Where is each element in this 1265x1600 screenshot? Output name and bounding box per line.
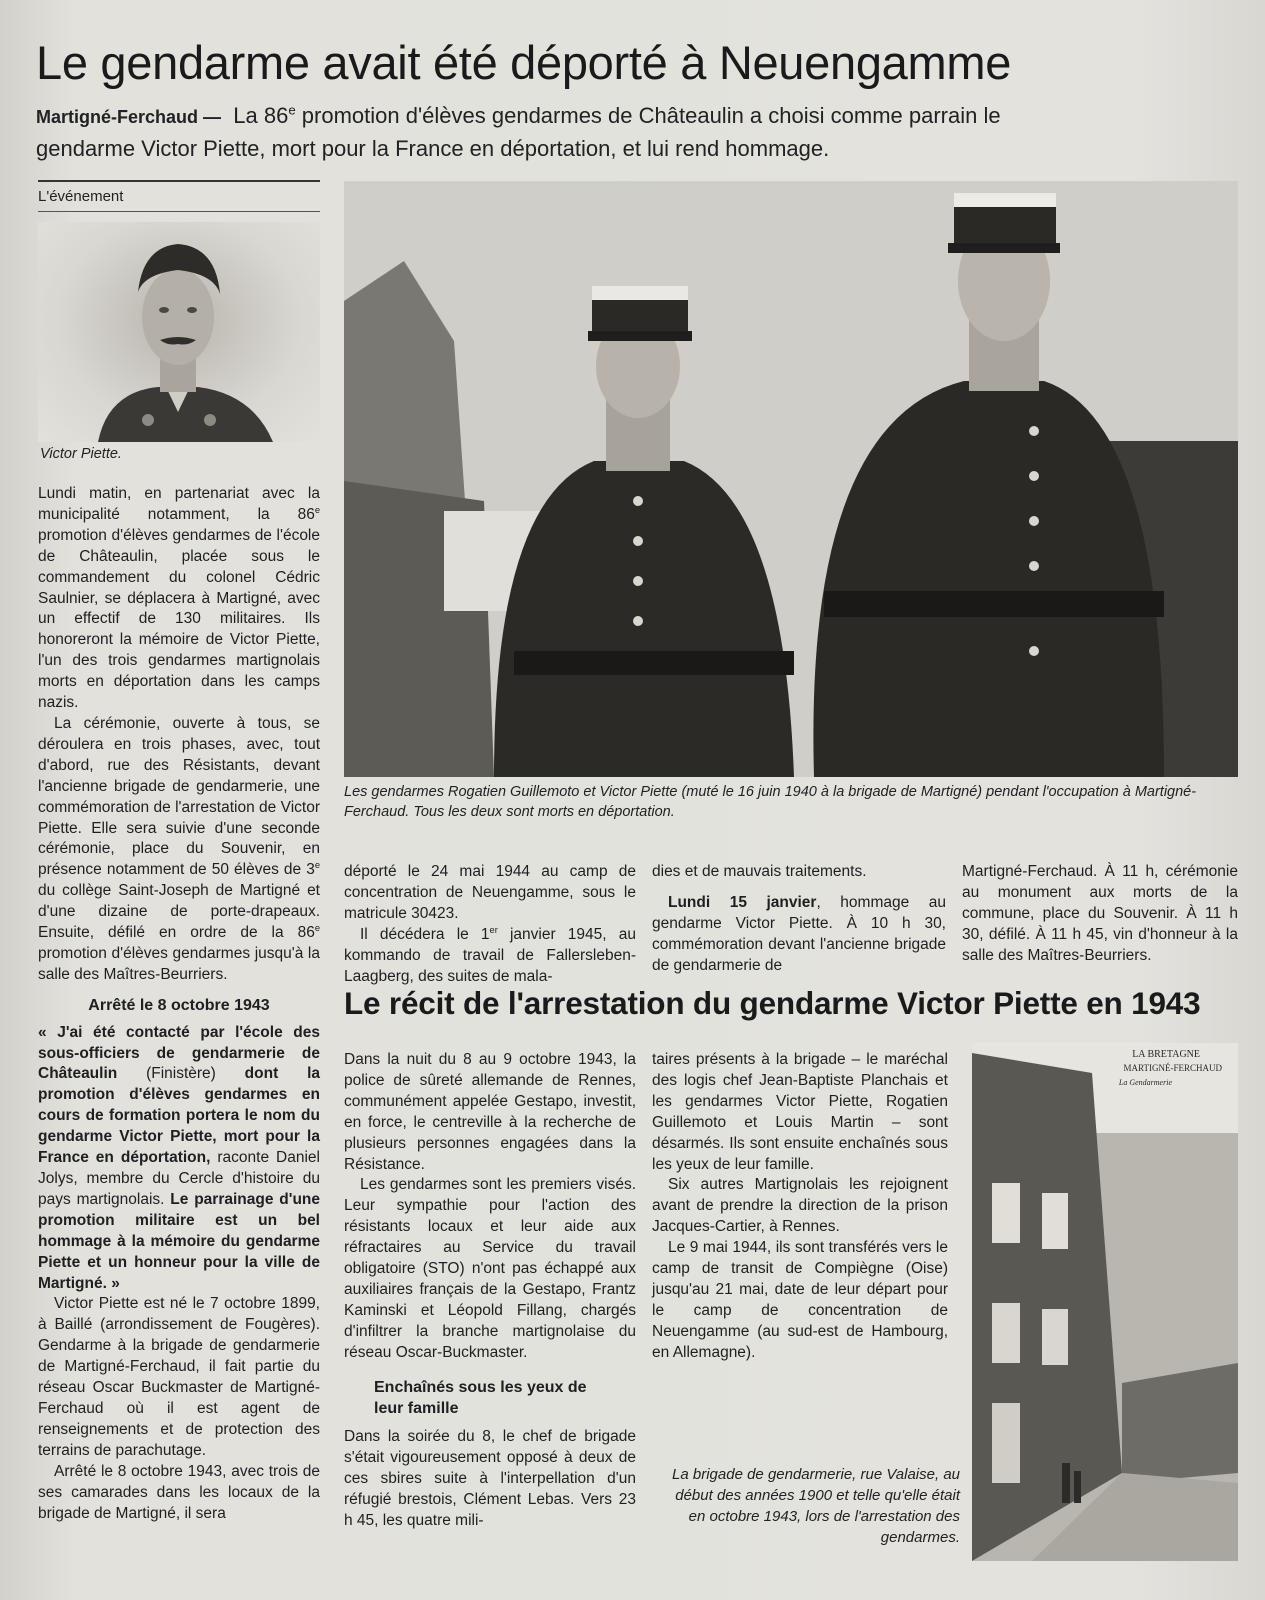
quote-plain-a: (Finistère) <box>117 1065 245 1083</box>
story-b-p2: Six autres Martignolais les rejoignent avant de prendre la direction de la prison Jacques-Cartier, à Rennes. <box>652 1176 948 1236</box>
event-p2-text-c: promotion d'élèves gendarmes jusqu'à la salle des Maîtres-Beurriers. <box>38 944 320 983</box>
cont-c1-p2 <box>344 925 636 988</box>
quote-bold-b: dont la promotion d'élèves gendarmes en cours de formation portera le nom du gendarme Victor Piette, mort pour la France en déportation, <box>38 1065 320 1167</box>
postcard-photo <box>972 1043 1238 1561</box>
continuation-column-1 <box>344 862 636 987</box>
main-photo <box>344 181 1238 777</box>
rubric-rule-bottom <box>38 211 320 212</box>
event-p2-sup-2: e <box>314 922 320 933</box>
continuation-column-2 <box>652 862 946 977</box>
story-column-1 <box>344 1050 636 1532</box>
story-column-2 <box>652 1050 948 1364</box>
postcard-line-3: La Gendarmerie <box>1118 1078 1172 1087</box>
headline: Le gendarme avait été déporté à Neuengamme <box>36 36 1012 89</box>
event-column <box>38 484 320 1524</box>
cont-c2-p1: dies et de mauvais traitements. <box>652 863 867 880</box>
cont-c1-p2-sup: er <box>489 924 498 935</box>
cont-c1-p2-text: Il décédera le 1 <box>360 925 490 943</box>
cont-c3-p1: Martigné-Ferchaud. À 11 h, cérémonie au monument aux morts de la commune, place du Souvenir. À 11 h 30, défilé. À 11 h 45, vin d'honneur à la salle des Maîtres-Beurriers. <box>962 863 1238 964</box>
portrait-caption: Victor Piette. <box>40 446 122 462</box>
lead-location: Martigné-Ferchaud — <box>36 107 222 127</box>
event-p2-text-b: du collège Saint-Joseph de Martigné et d'une dizaine de porte-drapeaux. Ensuite, défilé en ordre de la 86 <box>38 882 320 942</box>
cont-c2-text: , hommage au gendarme Victor Piette. À 10 h 30, commémoration devant l'ancienne brigade de gendarmerie de <box>652 893 946 974</box>
cont-c2-date: Lundi 15 janvier <box>668 893 817 911</box>
continuation-column-3 <box>962 862 1238 967</box>
street-photo-caption: La brigade de gendarmerie, rue Valaise, au début des années 1900 et telle qu'elle était en octobre 1943, lors de l'arrestation des gendarmes. <box>672 1466 960 1546</box>
main-photo-caption: Les gendarmes Rogatien Guillemoto et Victor Piette (muté le 16 juin 1940 à la brigade de Martigné) pendant l'occupation à Martigné-Ferchaud. Tous les deux sont morts en déportation. <box>344 784 1197 820</box>
event-p1-text-rest: promotion d'élèves gendarmes de l'école de Châteaulin, placée sous le commandement du colonel Cédric Saulnier, se déplacera à Martigné, avec un effectif de 130 militaires. Ils honoreront la mémoire de Victor Piette, l'un des trois gendarmes martignolais morts en déportation dans les camps nazis. <box>38 526 320 712</box>
portrait-illustration <box>38 222 320 442</box>
arrest-paragraph-3: Arrêté le 8 octobre 1943, avec trois de ses camarades dans les locaux de la brigade de Martigné, il sera <box>38 1462 320 1522</box>
story-a-p1: Dans la nuit du 8 au 9 octobre 1943, la police de sûreté allemande de Rennes, communément appelée Gestapo, investit, en force, le centreville à la recherche de plusieurs personnes engagées dans la Résistance. <box>344 1051 636 1173</box>
cont-c2-p2 <box>652 893 946 977</box>
story-a-p3: Dans la soirée du 8, le chef de brigade s'était vigoureusement opposé à deux de ces sbires suite à l'interpellation d'un réfugié brestois, Clément Lebas. Vers 23 h 45, les quatre mili- <box>344 1428 636 1530</box>
lead-paragraph <box>36 100 1066 164</box>
story-subhead: Enchaînés sous les yeux de leur famille <box>374 1378 587 1417</box>
postcard-illustration <box>972 1043 1238 1561</box>
event-p1-text: Lundi matin, en partenariat avec la municipalité notamment, la 86 <box>38 485 320 523</box>
event-p2-text: La cérémonie, ouverte à tous, se déroulera en trois phases, avec, tout d'abord, rue des Résistants, devant l'ancienne brigade de gendarmerie, une commémoration de l'arrestation de Victor Piette. Elle sera suivie d'une seconde cérémonie, place du Souvenir, en présence notamment de 50 élèves de 3 <box>38 714 320 879</box>
quote-bold-c: Le parrainage d'une promotion militaire est un bel hommage à la mémoire du gendarme Piette et un honneur pour la ville de Martigné. » <box>38 1190 320 1292</box>
postcard-line-1: LA BRETAGNE <box>1132 1049 1200 1060</box>
event-paragraph-2 <box>38 714 320 986</box>
event-p1-sup: e <box>314 504 320 515</box>
event-paragraph-1 <box>38 484 320 714</box>
rubric-rule <box>38 180 320 182</box>
portrait-photo <box>38 222 320 442</box>
cont-c1-p2-text-rest: janvier 1945, au kommando de travail de Fallersleben-Laagberg, des suites de mala- <box>344 925 636 985</box>
story-a-p2: Les gendarmes sont les premiers visés. Leur sympathie pour l'action des résistants locaux et leur aide aux réfractaires au Service du travail obligatoire (STO) n'ont pas échappé aux auxiliaires français de la Gestapo, Frantz Kaminski et Léopold Fillang, chargés d'infiltrer la branche martignolaise du réseau Oscar-Buckmaster. <box>344 1176 636 1361</box>
postcard-line-2: MARTIGNÉ-FERCHAUD <box>1123 1063 1222 1073</box>
arrest-quote-paragraph <box>38 1023 320 1295</box>
story-b-p3: Le 9 mai 1944, ils sont transférés vers le camp de transit de Compiègne (Oise) jusqu'au 21 mai, date de leur départ pour le camp de concentration de Neuengamme (au sud-est de Hambourg, en Allemagne). <box>652 1239 948 1361</box>
lead-sup: e <box>288 102 296 118</box>
main-photo-illustration <box>344 181 1238 777</box>
lead-text: La 86 <box>233 103 289 128</box>
cont-c1-p1: déporté le 24 mai 1944 au camp de concentration de Neuengamme, sous le matricule 30423. <box>344 863 636 922</box>
event-p2-sup-1: e <box>314 860 320 871</box>
story-b-p1: taires présents à la brigade – le maréchal des logis chef Jean-Baptiste Planchais et les gendarmes Victor Piette, Rogatien Guillemoto et Louis Martin – sont désarmés. Ils sont ensuite enchaînés sous les yeux de leur famille. <box>652 1051 948 1173</box>
rubric-label: L'événement <box>38 188 124 205</box>
arrest-subhead: Arrêté le 8 octobre 1943 <box>88 996 270 1014</box>
quote-bold-a: « J'ai été contacté par l'école des sous-officiers de gendarmerie de Châteaulin <box>38 1023 320 1083</box>
secondary-headline: Le récit de l'arrestation du gendarme Victor Piette en 1943 <box>344 985 1201 1021</box>
quote-plain-b: raconte Daniel Jolys, membre du Cercle d'histoire du pays martignolais. <box>38 1149 320 1208</box>
lead-text-rest: promotion d'élèves gendarmes de Châteaulin a choisi comme parrain le gendarme Victor Piette, mort pour la France en déportation, et lui rend hommage. <box>36 103 1001 161</box>
arrest-paragraph-2: Victor Piette est né le 7 octobre 1899, à Baillé (arrondissement de Fougères). Gendarme à la brigade de gendarmerie de Martigné-Ferchaud, il fait partie du réseau Oscar Buckmaster de Martigné-Ferchaud où il est agent de renseignements et de protection des terrains de parachutage. <box>38 1295 320 1459</box>
